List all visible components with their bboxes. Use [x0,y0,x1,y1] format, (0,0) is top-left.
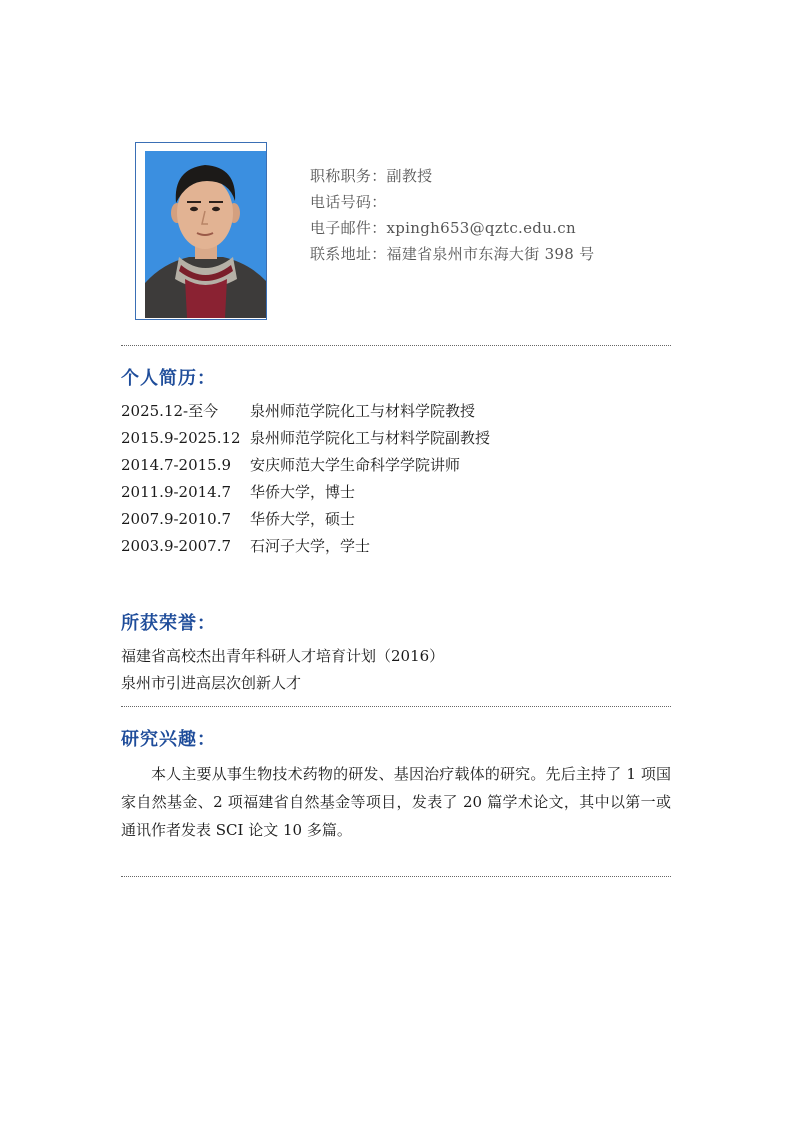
cv-desc: 石河子大学，学士 [250,537,371,555]
cv-desc: 华侨大学，硕士 [250,510,356,528]
photo-frame [135,142,267,320]
portrait-photo [145,151,266,318]
cv-period: 2011.9-2014.7 [121,483,232,501]
list-item [121,533,490,560]
list-item: 福建省高校杰出青年科研人才培育计划（2016） [121,647,445,665]
divider [121,876,671,877]
list-item: 泉州市引进高层次创新人才 [121,674,302,692]
email-label: 电子邮件： [310,219,387,237]
cv-period: 2025.12-至今 [121,402,219,420]
phone-row [310,189,594,215]
cv-heading: 个人简历： [121,368,216,389]
cv-desc: 泉州师范学院化工与材料学院副教授 [250,429,491,447]
cv-desc: 安庆师范大学生命科学学院讲师 [250,456,461,474]
cv-desc: 华侨大学，博士 [250,483,356,501]
honors-heading: 所获荣誉： [121,613,216,634]
list-item [121,506,490,533]
list-item [121,398,490,425]
cv-period: 2003.9-2007.7 [121,537,232,555]
honors-list [121,643,444,697]
email-value: xpingh653@qztc.edu.cn [386,219,576,237]
cv-desc: 泉州师范学院化工与材料学院教授 [250,402,476,420]
address-value: 福建省泉州市东海大街 398 号 [386,245,595,263]
contact-info [310,163,594,267]
list-item [121,479,490,506]
divider [121,706,671,707]
research-paragraph: 本人主要从事生物技术药物的研发、基因治疗载体的研究。先后主持了 1 项国家自然基金、2 项福建省自然基金等项目，发表了 20 篇学术论文，其中以第一或通讯作者发表 SCI 论文 10 多篇。 [121,765,671,839]
research-heading: 研究兴趣： [121,729,216,750]
address-label: 联系地址： [310,245,387,263]
title-row [310,163,594,189]
address-row [310,241,594,267]
title-value: 副教授 [386,167,433,185]
list-item [121,425,490,452]
cv-period: 2014.7-2015.9 [121,456,232,474]
cv-period: 2007.9-2010.7 [121,510,232,528]
title-label: 职称职务： [310,167,387,185]
phone-label: 电话号码： [310,193,387,211]
list-item [121,452,490,479]
cv-period: 2015.9-2025.12 [121,429,241,447]
divider [121,345,671,346]
email-row [310,215,594,241]
cv-list [121,398,490,560]
